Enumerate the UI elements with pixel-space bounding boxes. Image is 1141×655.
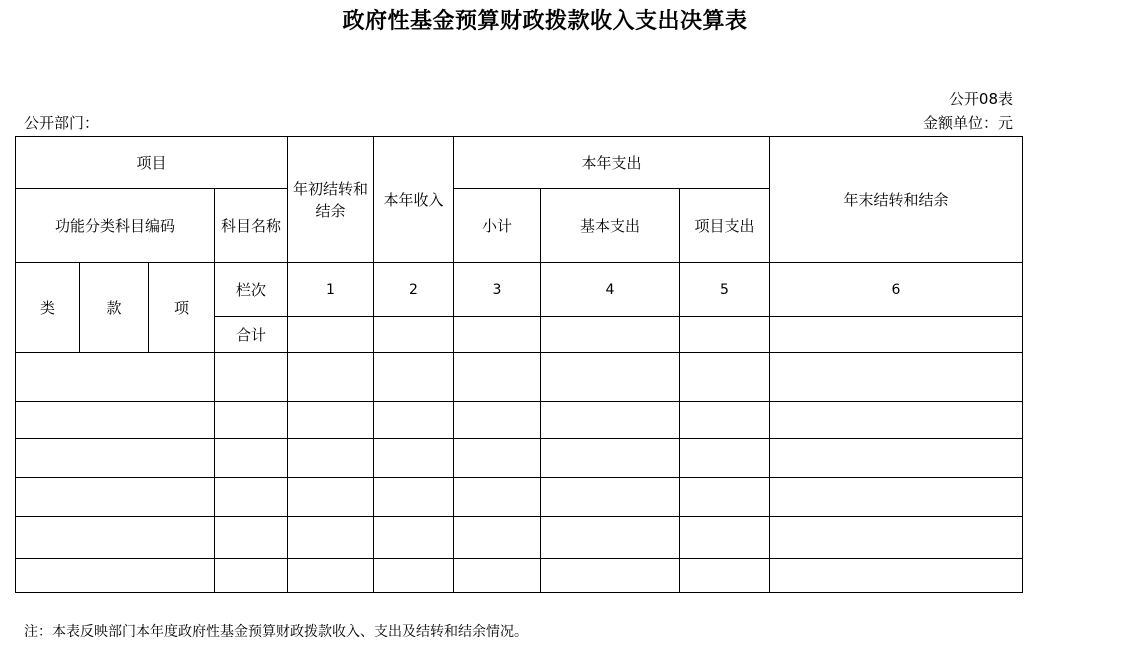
column-number: 6 xyxy=(770,263,1023,317)
header-expense: 本年支出 xyxy=(454,137,770,189)
data-cell xyxy=(680,559,770,593)
form-number: 公开08表 xyxy=(948,90,1013,108)
data-cell xyxy=(288,517,374,559)
report-table xyxy=(15,136,1023,593)
data-cell xyxy=(454,478,541,517)
header-total: 合计 xyxy=(215,317,288,353)
data-cell xyxy=(215,402,288,439)
column-number: 2 xyxy=(374,263,454,317)
table-row xyxy=(16,517,1023,559)
column-number: 3 xyxy=(454,263,541,317)
header-func-code: 功能分类科目编码 xyxy=(16,189,215,263)
data-cell xyxy=(541,517,680,559)
header-row-1 xyxy=(16,137,1023,189)
header-entry: 项 xyxy=(149,263,215,353)
data-cell xyxy=(541,559,680,593)
data-cell xyxy=(215,559,288,593)
column-number: 1 xyxy=(288,263,374,317)
header-section: 款 xyxy=(80,263,149,353)
header-income: 本年收入 xyxy=(374,137,454,263)
data-cell xyxy=(680,478,770,517)
department-label: 公开部门： xyxy=(24,114,100,132)
data-cell xyxy=(288,478,374,517)
total-cell xyxy=(541,317,680,353)
data-cell xyxy=(680,402,770,439)
data-cell xyxy=(374,517,454,559)
header-project-exp: 项目支出 xyxy=(680,189,770,263)
header-opening-balance: 年初结转和结余 xyxy=(288,137,374,263)
header-column-no: 栏次 xyxy=(215,263,288,317)
data-cell xyxy=(770,353,1023,402)
data-cell xyxy=(215,478,288,517)
data-cell xyxy=(288,353,374,402)
amount-unit: 金额单位：元 xyxy=(922,114,1013,132)
column-number: 4 xyxy=(541,263,680,317)
total-cell xyxy=(770,317,1023,353)
page-title: 政府性基金预算财政拨款收入支出决算表 xyxy=(342,8,748,34)
total-cell xyxy=(374,317,454,353)
table-row xyxy=(16,402,1023,439)
data-cell xyxy=(454,439,541,478)
data-cell xyxy=(16,478,215,517)
data-cell xyxy=(454,353,541,402)
header-cat: 类 xyxy=(16,263,80,353)
data-cell xyxy=(770,402,1023,439)
data-cell xyxy=(770,478,1023,517)
header-item: 项目 xyxy=(16,137,288,189)
total-cell xyxy=(680,317,770,353)
data-cell xyxy=(770,439,1023,478)
data-cell xyxy=(16,439,215,478)
data-cell xyxy=(541,439,680,478)
data-cell xyxy=(541,353,680,402)
data-cell xyxy=(374,439,454,478)
data-cell xyxy=(16,559,215,593)
data-cell xyxy=(16,402,215,439)
data-cell xyxy=(16,353,215,402)
column-number: 5 xyxy=(680,263,770,317)
data-cell xyxy=(541,402,680,439)
data-cell xyxy=(454,517,541,559)
data-cell xyxy=(288,402,374,439)
data-cell xyxy=(215,517,288,559)
data-cell xyxy=(215,439,288,478)
total-cell xyxy=(454,317,541,353)
header-subject-name: 科目名称 xyxy=(215,189,288,263)
total-cell xyxy=(288,317,374,353)
data-cell xyxy=(680,439,770,478)
table-row xyxy=(16,559,1023,593)
data-cell xyxy=(770,559,1023,593)
data-cell xyxy=(215,353,288,402)
data-cell xyxy=(454,559,541,593)
data-cell xyxy=(288,559,374,593)
data-cell xyxy=(374,478,454,517)
table-row xyxy=(16,478,1023,517)
data-cell xyxy=(374,353,454,402)
data-cell xyxy=(680,353,770,402)
data-cell xyxy=(680,517,770,559)
data-cell xyxy=(770,517,1023,559)
data-cell xyxy=(16,517,215,559)
header-closing-balance: 年末结转和结余 xyxy=(770,137,1023,263)
data-cell xyxy=(541,478,680,517)
column-number-row xyxy=(16,263,1023,317)
data-cell xyxy=(374,559,454,593)
header-basic-exp: 基本支出 xyxy=(541,189,680,263)
table-row xyxy=(16,353,1023,402)
data-cell xyxy=(374,402,454,439)
header-subtotal: 小计 xyxy=(454,189,541,263)
data-cell xyxy=(288,439,374,478)
table-row xyxy=(16,439,1023,478)
data-cell xyxy=(454,402,541,439)
footnote: 注：本表反映部门本年度政府性基金预算财政拨款收入、支出及结转和结余情况。 xyxy=(24,624,528,640)
